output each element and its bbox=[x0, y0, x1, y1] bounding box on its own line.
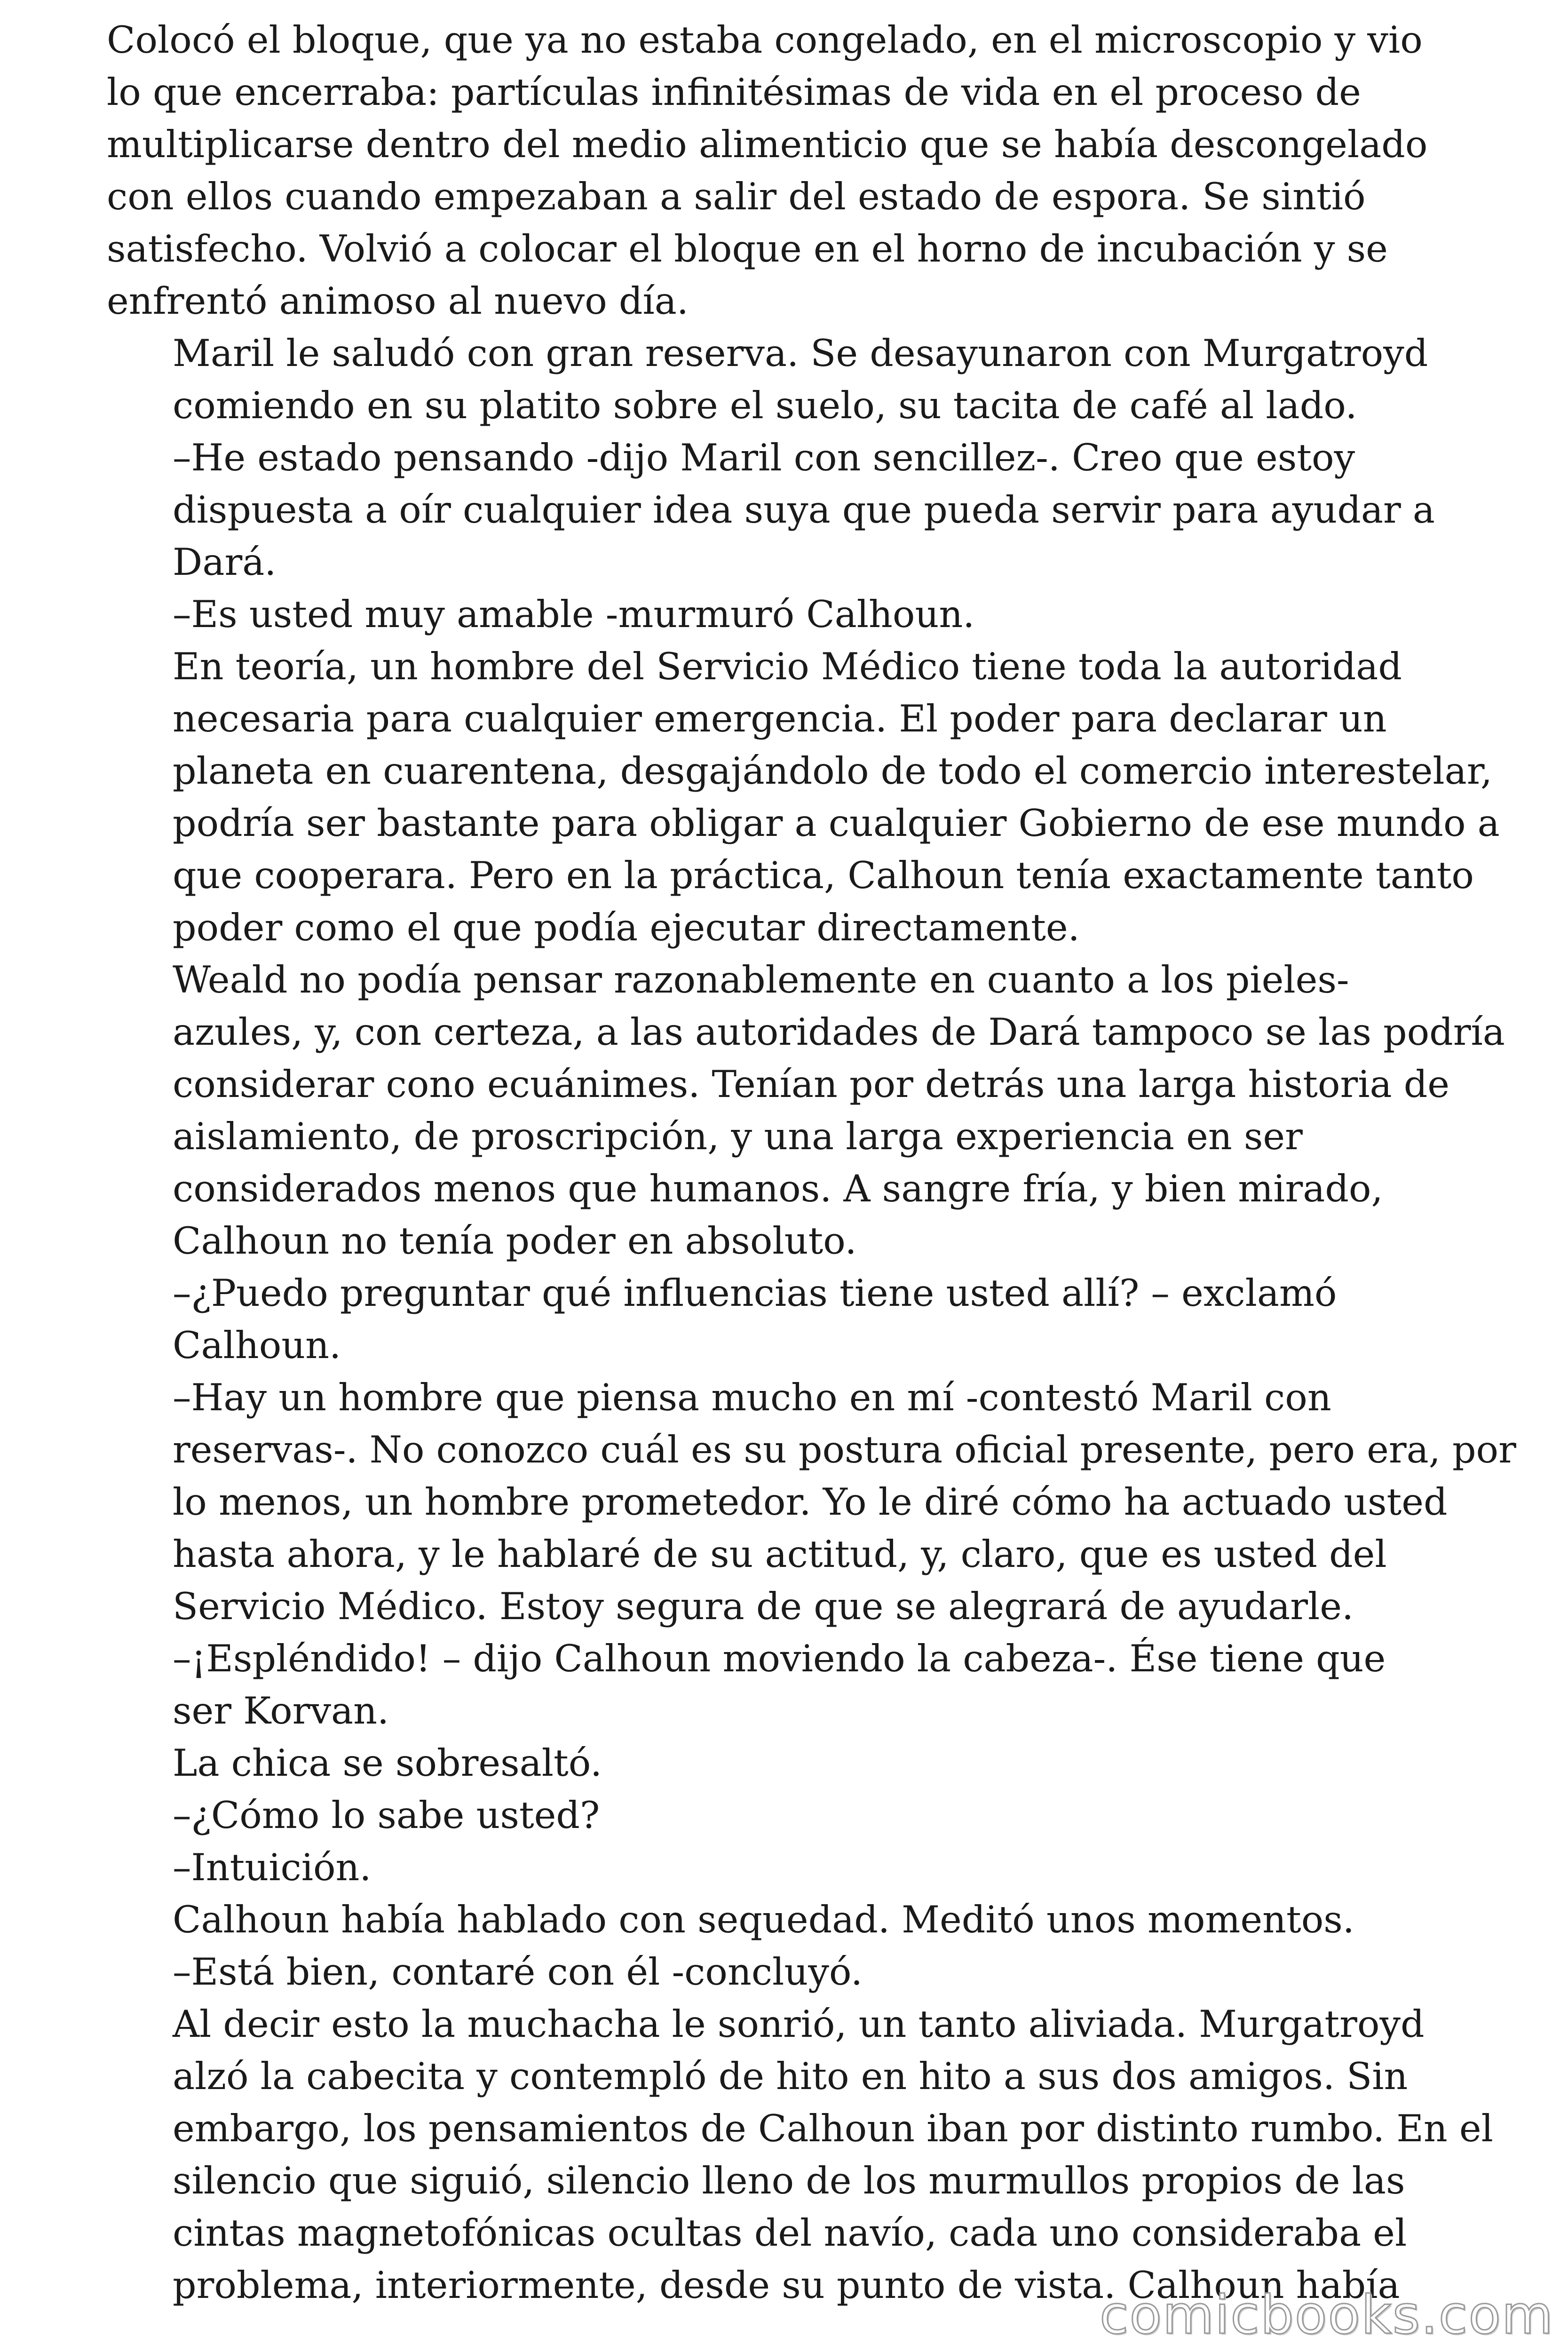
paragraph bbox=[107, 954, 1505, 1267]
text-line: que cooperara. Pero en la práctica, Calhoun tenía exactamente tanto bbox=[173, 854, 1474, 897]
text-line: –Es usted muy amable -murmuró Calhoun. bbox=[173, 593, 975, 636]
text-line: La chica se sobresaltó. bbox=[173, 1741, 602, 1785]
text-line: Al decir esto la muchacha le sonrió, un tanto aliviada. Murgatroyd bbox=[173, 2002, 1425, 2046]
text-line: satisfecho. Volvió a colocar el bloque en el horno de incubación y se bbox=[107, 227, 1388, 270]
watermark-logo: comicbooks.com bbox=[1099, 2285, 1554, 2346]
text-line: Calhoun no tenía poder en absoluto. bbox=[173, 1219, 857, 1263]
text-line: cintas magnetofónicas ocultas del navío, cada uno consideraba el bbox=[173, 2211, 1407, 2255]
paragraph bbox=[107, 588, 1461, 641]
text-line: dispuesta a oír cualquier idea suya que pueda servir para ayudar a bbox=[173, 488, 1435, 532]
paragraph bbox=[107, 1267, 1461, 1372]
paragraph bbox=[107, 1789, 1461, 1842]
text-line: –¿Cómo lo sabe usted? bbox=[173, 1794, 600, 1837]
text-line: enfrentó animoso al nuevo día. bbox=[107, 279, 689, 323]
text-line: planeta en cuarentena, desgajándolo de todo el comercio interestelar, bbox=[173, 749, 1492, 793]
text-line: podría ser bastante para obligar a cualquier Gobierno de ese mundo a bbox=[173, 802, 1500, 845]
paragraph bbox=[107, 1998, 1493, 2312]
text-line: considerar cono ecuánimes. Tenían por detrás una larga historia de bbox=[173, 1063, 1450, 1106]
paragraph bbox=[107, 1633, 1461, 1737]
paragraph bbox=[107, 14, 1461, 327]
text-line: Dará. bbox=[173, 540, 277, 584]
paragraph bbox=[107, 327, 1461, 432]
text-line: silencio que siguió, silencio lleno de los murmullos propios de las bbox=[173, 2159, 1405, 2202]
text-line: –He estado pensando -dijo Maril con sencillez-. Creo que estoy bbox=[173, 436, 1355, 479]
text-line: Weald no podía pensar razonablemente en cuanto a los pieles- bbox=[173, 958, 1349, 1001]
text-line: alzó la cabecita y contempló de hito en hito a sus dos amigos. Sin bbox=[173, 2055, 1408, 2098]
text-line: considerados menos que humanos. A sangre fría, y bien mirado, bbox=[173, 1167, 1383, 1210]
paragraph bbox=[107, 641, 1500, 954]
text-line: poder como el que podía ejecutar directamente. bbox=[173, 906, 1080, 949]
text-line: problema, interiormente, desde su punto de vista. Calhoun había bbox=[173, 2264, 1400, 2307]
text-line: Servicio Médico. Estoy segura de que se alegrará de ayudarle. bbox=[173, 1585, 1354, 1628]
text-line: ser Korvan. bbox=[173, 1689, 389, 1732]
text-line: hasta ahora, y le hablaré de su actitud, y, claro, que es usted del bbox=[173, 1533, 1387, 1576]
paragraph bbox=[107, 1842, 1461, 1894]
text-line: embargo, los pensamientos de Calhoun iban por distinto rumbo. En el bbox=[173, 2107, 1493, 2150]
paragraph bbox=[107, 1737, 1461, 1789]
text-line: –Hay un hombre que piensa mucho en mí -contestó Maril con bbox=[173, 1376, 1331, 1419]
text-line: con ellos cuando empezaban a salir del estado de espora. Se sintió bbox=[107, 175, 1366, 218]
text-line: reservas-. No conozco cuál es su postura oficial presente, pero era, por bbox=[173, 1428, 1516, 1471]
paragraph bbox=[107, 1372, 1516, 1633]
paragraph bbox=[107, 1894, 1461, 1946]
paragraph bbox=[107, 432, 1461, 588]
text-line: Calhoun había hablado con sequedad. Meditó unos momentos. bbox=[173, 1898, 1354, 1941]
text-line: –Intuición. bbox=[173, 1846, 372, 1889]
text-line: –¡Espléndido! – dijo Calhoun moviendo la cabeza-. Ése tiene que bbox=[173, 1637, 1386, 1680]
text-line: comiendo en su platito sobre el suelo, su tacita de café al lado. bbox=[173, 384, 1357, 427]
text-line: multiplicarse dentro del medio alimenticio que se había descongelado bbox=[107, 123, 1428, 166]
book-page bbox=[107, 14, 1516, 2312]
text-line: Calhoun. bbox=[173, 1324, 341, 1367]
text-line: lo que encerraba: partículas infinitésimas de vida en el proceso de bbox=[107, 71, 1361, 114]
text-line: En teoría, un hombre del Servicio Médico tiene toda la autoridad bbox=[173, 645, 1402, 688]
text-line: azules, y, con certeza, a las autoridades de Dará tampoco se las podría bbox=[173, 1010, 1505, 1054]
text-line: Colocó el bloque, que ya no estaba congelado, en el microscopio y vio bbox=[107, 18, 1423, 62]
paragraph bbox=[107, 1946, 1461, 1998]
text-line: Maril le saludó con gran reserva. Se desayunaron con Murgatroyd bbox=[173, 332, 1428, 375]
text-line: lo menos, un hombre prometedor. Yo le diré cómo ha actuado usted bbox=[173, 1480, 1448, 1524]
text-line: –Está bien, contaré con él -concluyó. bbox=[173, 1950, 863, 1994]
text-line: aislamiento, de proscripción, y una larga experiencia en ser bbox=[173, 1115, 1303, 1158]
text-line: necesaria para cualquier emergencia. El poder para declarar un bbox=[173, 697, 1387, 740]
text-line: –¿Puedo preguntar qué influencias tiene usted allí? – exclamó bbox=[173, 1271, 1337, 1315]
